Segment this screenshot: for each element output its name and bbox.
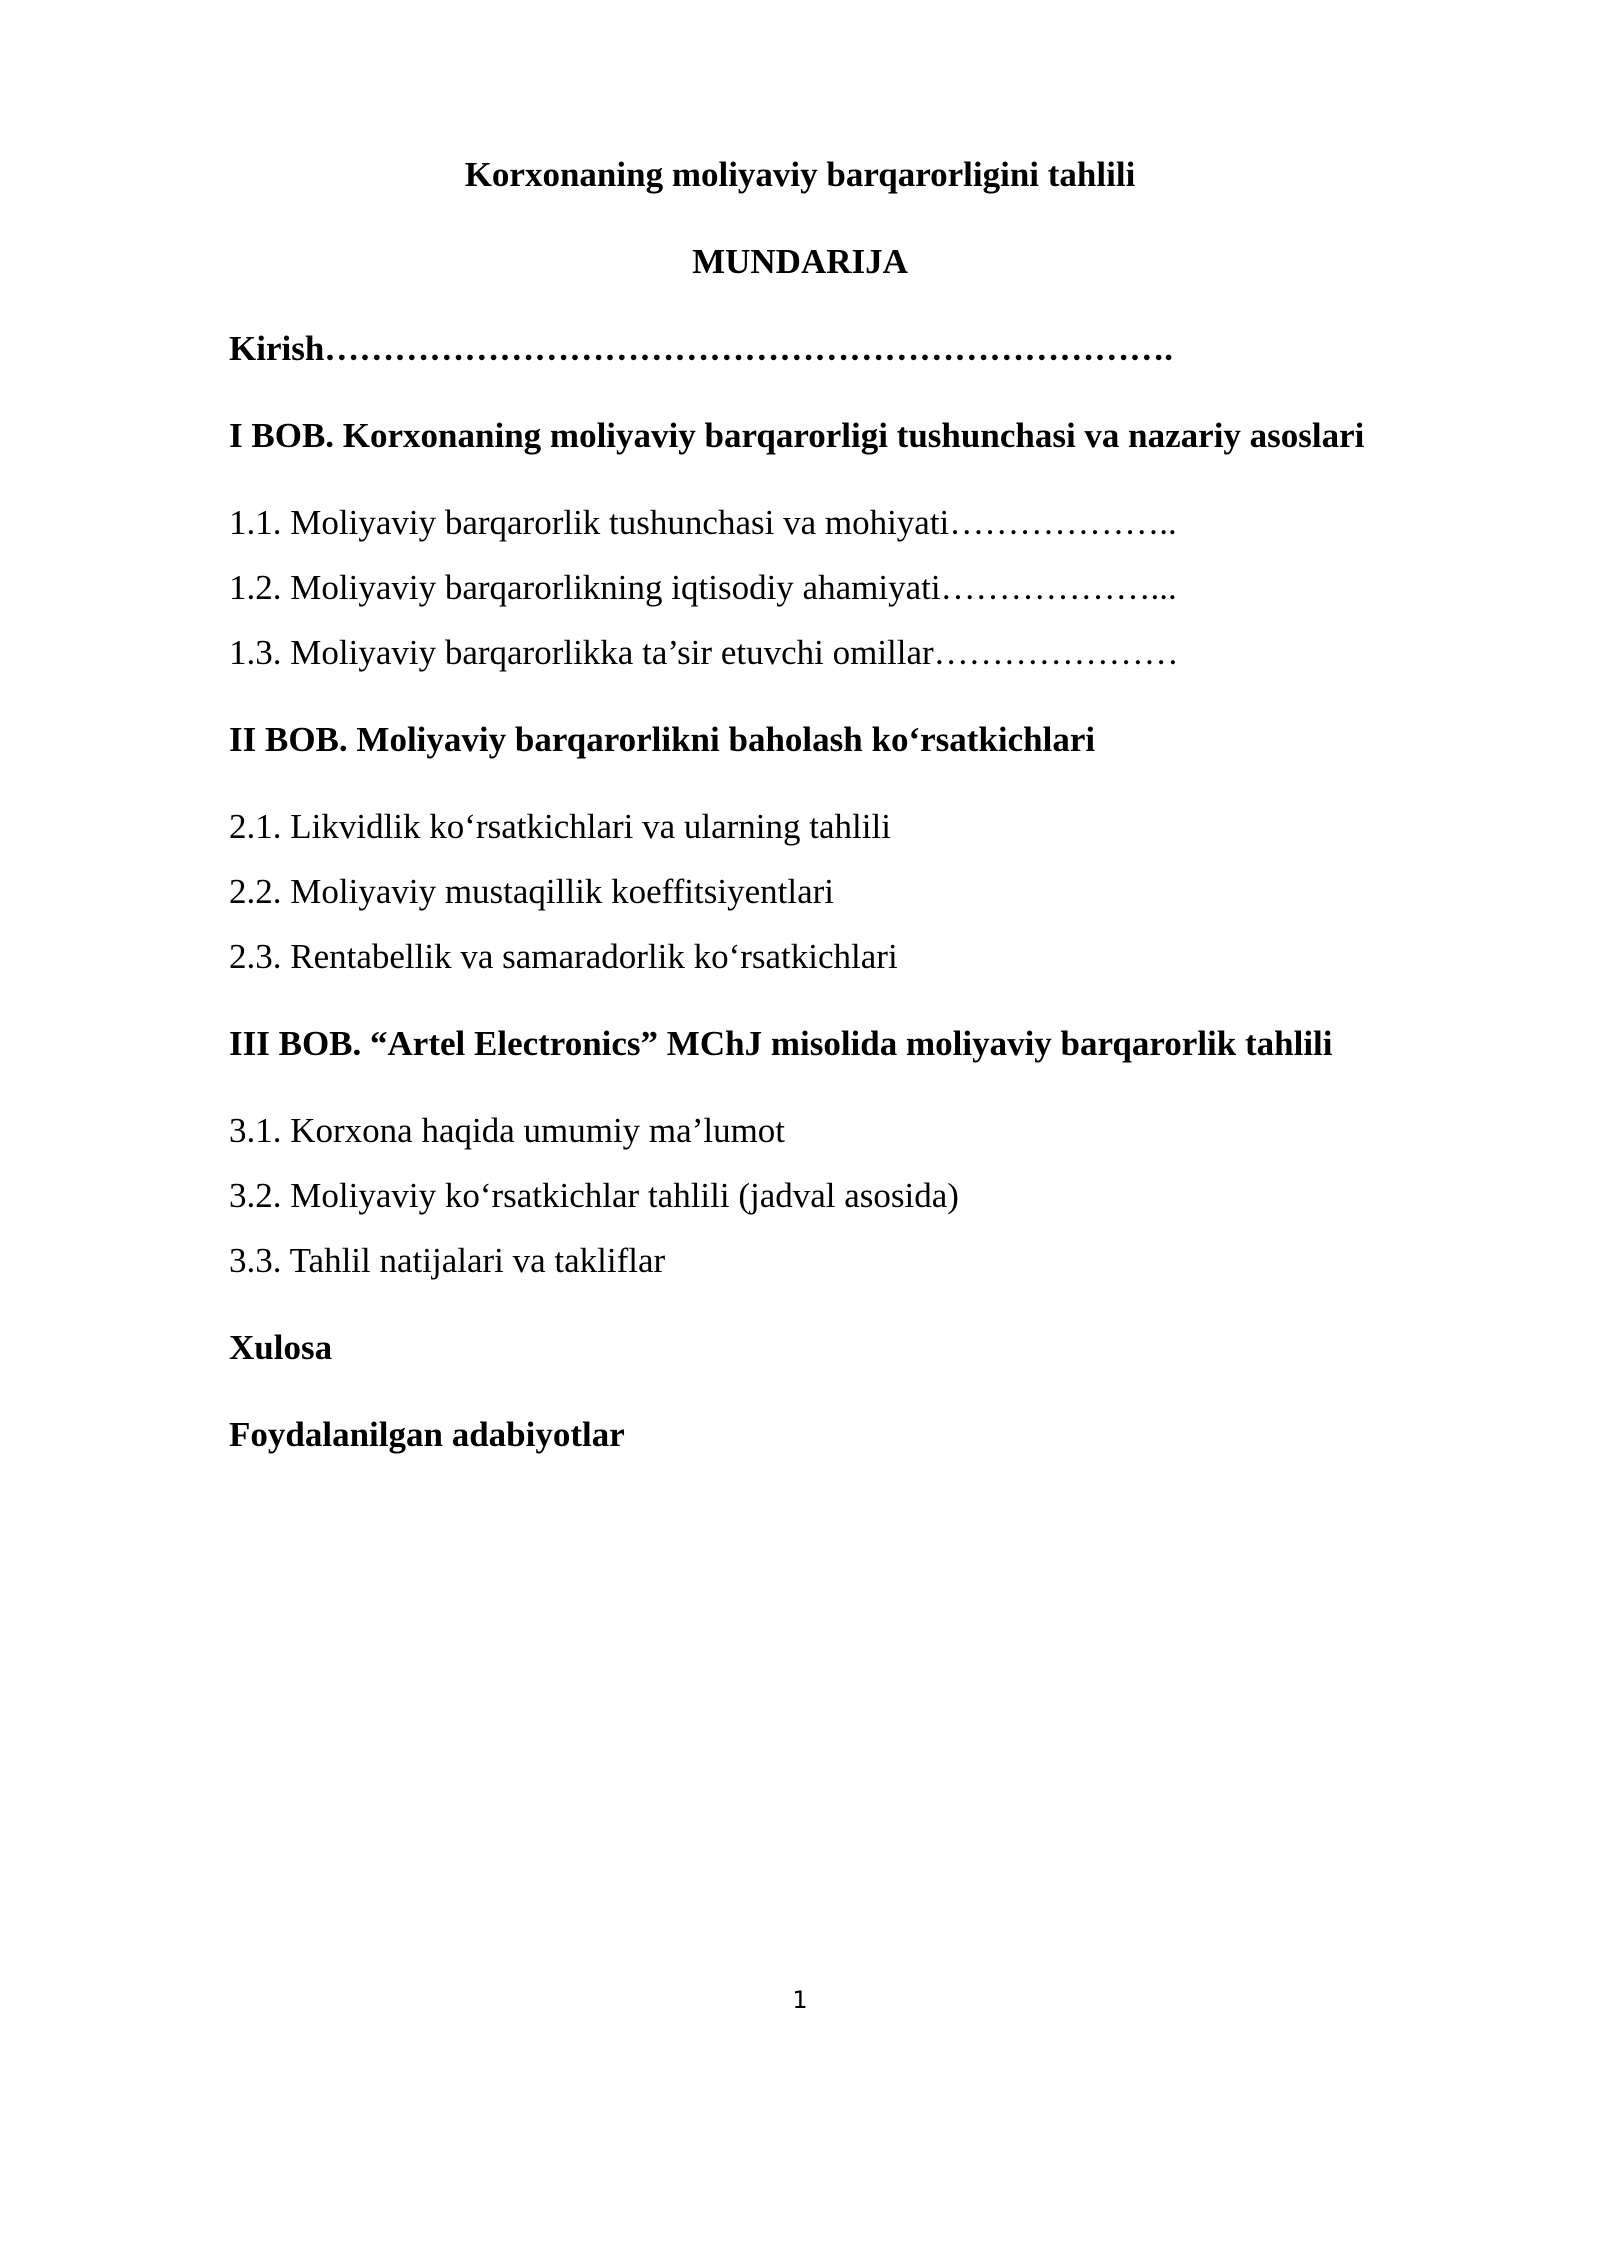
toc-section-3-2: 3.2. Moliyaviy ko‘rsatkichlar tahlili (jadval asosida) (229, 1176, 959, 1215)
toc-chapter-3: III BOB. “Artel Electronics” MChJ misolida moliyaviy barqarorlik tahlili (229, 1024, 1333, 1063)
toc-section-1-2: 1.2. Moliyaviy barqarorlikning iqtisodiy ahamiyati………………... (229, 568, 1177, 607)
toc-entry-conclusion: Xulosa (229, 1328, 333, 1367)
toc-section-2-2: 2.2. Moliyaviy mustaqillik koeffitsiyentlari (229, 872, 834, 911)
toc-section-2-3: 2.3. Rentabellik va samaradorlik ko‘rsatkichlari (229, 937, 898, 976)
toc-section-3-1: 3.1. Korxona haqida umumiy ma’lumot (229, 1111, 786, 1150)
toc-section-2-1: 2.1. Likvidlik ko‘rsatkichlari va ularning tahlili (229, 807, 891, 846)
toc-chapter-2: II BOB. Moliyaviy barqarorlikni baholash ko‘rsatkichlari (229, 720, 1096, 759)
page-number: 1 (792, 1986, 808, 2014)
toc-entry-references: Foydalanilgan adabiyotlar (229, 1415, 625, 1454)
toc-section-3-3: 3.3. Tahlil natijalari va takliflar (229, 1241, 666, 1280)
toc-section-1-1: 1.1. Moliyaviy barqarorlik tushunchasi va mohiyati……………….. (229, 503, 1177, 542)
toc-section-1-3: 1.3. Moliyaviy barqarorlikka ta’sir etuvchi omillar………………… (229, 633, 1179, 672)
document-title: Korxonaning moliyaviy barqarorligini tahlili (464, 155, 1136, 194)
toc-entry-introduction: Kirish………………………………………………………………. (229, 329, 1174, 368)
toc-chapter-1: I BOB. Korxonaning moliyaviy barqarorligi tushunchasi va nazariy asoslari (229, 416, 1365, 455)
toc-heading: MUNDARIJA (692, 242, 908, 281)
